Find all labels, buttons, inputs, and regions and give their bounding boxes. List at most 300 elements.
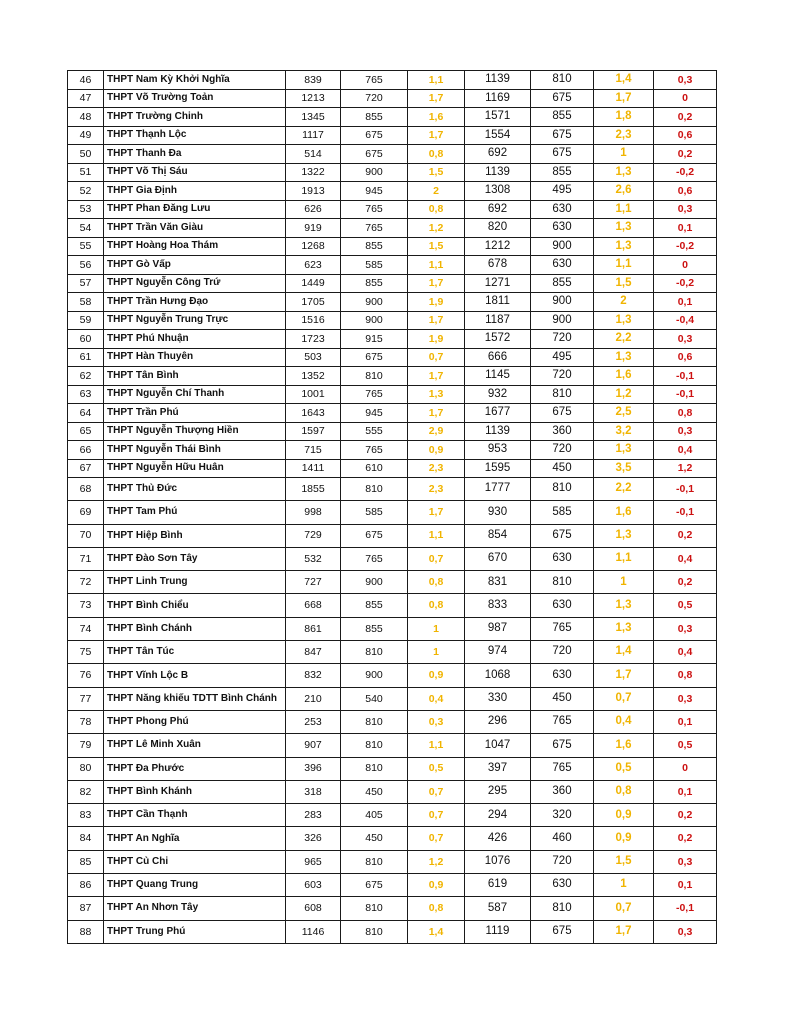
table-row (68, 780, 717, 803)
row-number-cell: 73 (68, 594, 104, 617)
school-name-cell: THPT Hiệp Bình (104, 524, 286, 547)
quota-2023-cell: 810 (341, 850, 408, 873)
row-number-cell: 49 (68, 126, 104, 145)
applicants-2023-cell: 210 (286, 687, 341, 710)
table-row (68, 617, 717, 640)
table-row (68, 897, 717, 920)
row-number-cell: 57 (68, 274, 104, 293)
applicants-2023-cell: 1322 (286, 163, 341, 182)
ratio-2023-cell: 1,5 (408, 163, 465, 182)
school-name-cell: THPT Hàn Thuyên (104, 348, 286, 367)
applicants-2024-cell: 295 (465, 780, 531, 803)
quota-2023-cell: 765 (341, 219, 408, 238)
applicants-2023-cell: 503 (286, 348, 341, 367)
applicants-2023-cell: 832 (286, 664, 341, 687)
school-name-cell: THPT Trần Phú (104, 404, 286, 423)
ratio-2023-cell: 0,7 (408, 804, 465, 827)
row-number-cell: 60 (68, 330, 104, 349)
ratio-2023-cell: 1,9 (408, 330, 465, 349)
ratio-2023-cell: 0,7 (408, 348, 465, 367)
applicants-2024-cell: 854 (465, 524, 531, 547)
ratio-2024-cell: 1,6 (594, 367, 654, 386)
row-number-cell: 74 (68, 617, 104, 640)
ratio-2024-cell: 2,3 (594, 126, 654, 145)
applicants-2023-cell: 998 (286, 501, 341, 524)
quota-2023-cell: 900 (341, 571, 408, 594)
quota-2024-cell: 585 (531, 501, 594, 524)
row-number-cell: 80 (68, 757, 104, 780)
ratio-change-cell: 0,3 (654, 687, 717, 710)
quota-2023-cell: 855 (341, 108, 408, 127)
ratio-2024-cell: 0,4 (594, 710, 654, 733)
quota-2023-cell: 720 (341, 89, 408, 108)
ratio-change-cell: -0,1 (654, 897, 717, 920)
table-row (68, 330, 717, 349)
applicants-2024-cell: 397 (465, 757, 531, 780)
quota-2024-cell: 765 (531, 757, 594, 780)
applicants-2023-cell: 514 (286, 145, 341, 164)
quota-2024-cell: 320 (531, 804, 594, 827)
ratio-2024-cell: 1 (594, 145, 654, 164)
quota-2023-cell: 585 (341, 501, 408, 524)
ratio-2024-cell: 0,7 (594, 687, 654, 710)
quota-2024-cell: 720 (531, 441, 594, 460)
ratio-2024-cell: 1,6 (594, 501, 654, 524)
ratio-2023-cell: 0,9 (408, 874, 465, 897)
school-name-cell: THPT An Nhơn Tây (104, 897, 286, 920)
school-name-cell: THPT Cần Thạnh (104, 804, 286, 827)
table-row (68, 524, 717, 547)
applicants-2024-cell: 1777 (465, 478, 531, 501)
applicants-2024-cell: 1119 (465, 920, 531, 943)
quota-2023-cell: 810 (341, 734, 408, 757)
table-row (68, 274, 717, 293)
table-row (68, 311, 717, 330)
applicants-2023-cell: 1411 (286, 459, 341, 478)
table-row (68, 404, 717, 423)
applicants-2023-cell: 1352 (286, 367, 341, 386)
ratio-2024-cell: 1,5 (594, 850, 654, 873)
row-number-cell: 58 (68, 293, 104, 312)
ratio-2023-cell: 1,7 (408, 89, 465, 108)
ratio-change-cell: -0,1 (654, 385, 717, 404)
applicants-2024-cell: 1308 (465, 182, 531, 201)
row-number-cell: 88 (68, 920, 104, 943)
applicants-2023-cell: 1516 (286, 311, 341, 330)
applicants-2023-cell: 919 (286, 219, 341, 238)
ratio-change-cell: -0,1 (654, 367, 717, 386)
row-number-cell: 63 (68, 385, 104, 404)
row-number-cell: 64 (68, 404, 104, 423)
ratio-2023-cell: 0,7 (408, 547, 465, 570)
ratio-2024-cell: 2,2 (594, 478, 654, 501)
quota-2023-cell: 855 (341, 237, 408, 256)
row-number-cell: 75 (68, 641, 104, 664)
quota-2023-cell: 855 (341, 274, 408, 293)
quota-2024-cell: 630 (531, 594, 594, 617)
ratio-2023-cell: 2,3 (408, 459, 465, 478)
ratio-2024-cell: 1,8 (594, 108, 654, 127)
ratio-2023-cell: 1,1 (408, 524, 465, 547)
school-name-cell: THPT Thạnh Lộc (104, 126, 286, 145)
applicants-2024-cell: 1271 (465, 274, 531, 293)
ratio-change-cell: -0,4 (654, 311, 717, 330)
applicants-2024-cell: 587 (465, 897, 531, 920)
ratio-change-cell: -0,1 (654, 501, 717, 524)
ratio-change-cell: 0,2 (654, 571, 717, 594)
quota-2023-cell: 900 (341, 664, 408, 687)
applicants-2024-cell: 1139 (465, 163, 531, 182)
quota-2024-cell: 630 (531, 219, 594, 238)
quota-2023-cell: 900 (341, 311, 408, 330)
quota-2024-cell: 630 (531, 874, 594, 897)
quota-2023-cell: 810 (341, 641, 408, 664)
ratio-change-cell: 0,2 (654, 804, 717, 827)
quota-2023-cell: 610 (341, 459, 408, 478)
ratio-2024-cell: 1,4 (594, 71, 654, 90)
quota-2023-cell: 915 (341, 330, 408, 349)
ratio-2024-cell: 1,3 (594, 441, 654, 460)
table-row (68, 126, 717, 145)
quota-2023-cell: 765 (341, 200, 408, 219)
ratio-2023-cell: 0,8 (408, 571, 465, 594)
row-number-cell: 53 (68, 200, 104, 219)
ratio-change-cell: 0,5 (654, 734, 717, 757)
table-row (68, 385, 717, 404)
table-row (68, 547, 717, 570)
ratio-2023-cell: 2,3 (408, 478, 465, 501)
ratio-2024-cell: 2,2 (594, 330, 654, 349)
applicants-2023-cell: 1146 (286, 920, 341, 943)
row-number-cell: 71 (68, 547, 104, 570)
table-row (68, 501, 717, 524)
school-name-cell: THPT Bình Chánh (104, 617, 286, 640)
applicants-2023-cell: 1705 (286, 293, 341, 312)
ratio-change-cell: 1,2 (654, 459, 717, 478)
ratio-2023-cell: 1,1 (408, 256, 465, 275)
quota-2024-cell: 855 (531, 108, 594, 127)
quota-2023-cell: 675 (341, 348, 408, 367)
school-name-cell: THPT Võ Thị Sáu (104, 163, 286, 182)
quota-2024-cell: 855 (531, 163, 594, 182)
table-row (68, 710, 717, 733)
row-number-cell: 51 (68, 163, 104, 182)
school-name-cell: THPT Thủ Đức (104, 478, 286, 501)
quota-2024-cell: 765 (531, 710, 594, 733)
applicants-2023-cell: 1913 (286, 182, 341, 201)
applicants-2023-cell: 1643 (286, 404, 341, 423)
ratio-change-cell: 0,2 (654, 524, 717, 547)
school-name-cell: THPT Tân Bình (104, 367, 286, 386)
table-row (68, 664, 717, 687)
quota-2024-cell: 675 (531, 524, 594, 547)
table-row (68, 594, 717, 617)
table-row (68, 920, 717, 943)
applicants-2023-cell: 623 (286, 256, 341, 275)
quota-2023-cell: 585 (341, 256, 408, 275)
ratio-2023-cell: 1 (408, 617, 465, 640)
row-number-cell: 62 (68, 367, 104, 386)
row-number-cell: 52 (68, 182, 104, 201)
ratio-2024-cell: 1,3 (594, 594, 654, 617)
row-number-cell: 70 (68, 524, 104, 547)
ratio-change-cell: 0,6 (654, 182, 717, 201)
ratio-change-cell: 0,1 (654, 780, 717, 803)
quota-2023-cell: 675 (341, 126, 408, 145)
applicants-2024-cell: 692 (465, 200, 531, 219)
row-number-cell: 78 (68, 710, 104, 733)
applicants-2024-cell: 1047 (465, 734, 531, 757)
ratio-change-cell: 0,2 (654, 145, 717, 164)
school-name-cell: THPT Bình Khánh (104, 780, 286, 803)
ratio-2023-cell: 0,9 (408, 664, 465, 687)
quota-2024-cell: 630 (531, 256, 594, 275)
quota-2024-cell: 630 (531, 664, 594, 687)
quota-2024-cell: 360 (531, 780, 594, 803)
school-name-cell: THPT Vĩnh Lộc B (104, 664, 286, 687)
table-row (68, 367, 717, 386)
quota-2024-cell: 720 (531, 850, 594, 873)
applicants-2024-cell: 294 (465, 804, 531, 827)
ratio-change-cell: 0 (654, 757, 717, 780)
table-row (68, 827, 717, 850)
ratio-change-cell: 0,1 (654, 293, 717, 312)
row-number-cell: 87 (68, 897, 104, 920)
row-number-cell: 48 (68, 108, 104, 127)
ratio-2023-cell: 0,3 (408, 710, 465, 733)
ratio-2024-cell: 1,7 (594, 664, 654, 687)
quota-2024-cell: 675 (531, 920, 594, 943)
ratio-2024-cell: 1,1 (594, 256, 654, 275)
ratio-2024-cell: 0,9 (594, 804, 654, 827)
ratio-2024-cell: 1 (594, 571, 654, 594)
ratio-2023-cell: 1,7 (408, 501, 465, 524)
ratio-2023-cell: 1,7 (408, 126, 465, 145)
applicants-2023-cell: 253 (286, 710, 341, 733)
applicants-2024-cell: 1572 (465, 330, 531, 349)
ratio-change-cell: 0,2 (654, 108, 717, 127)
ratio-2023-cell: 1 (408, 641, 465, 664)
applicants-2024-cell: 1139 (465, 71, 531, 90)
ratio-change-cell: 0,1 (654, 710, 717, 733)
row-number-cell: 77 (68, 687, 104, 710)
table-row (68, 108, 717, 127)
ratio-2024-cell: 1,1 (594, 547, 654, 570)
table-row (68, 441, 717, 460)
ratio-change-cell: 0 (654, 256, 717, 275)
school-name-cell: THPT Quang Trung (104, 874, 286, 897)
school-name-cell: THPT Trung Phú (104, 920, 286, 943)
quota-2024-cell: 900 (531, 293, 594, 312)
quota-2024-cell: 810 (531, 571, 594, 594)
ratio-2023-cell: 0,7 (408, 827, 465, 850)
applicants-2023-cell: 839 (286, 71, 341, 90)
table-row (68, 237, 717, 256)
quota-2023-cell: 810 (341, 367, 408, 386)
applicants-2024-cell: 1811 (465, 293, 531, 312)
ratio-change-cell: 0,4 (654, 641, 717, 664)
applicants-2023-cell: 608 (286, 897, 341, 920)
quota-2024-cell: 630 (531, 200, 594, 219)
quota-2023-cell: 765 (341, 547, 408, 570)
applicants-2023-cell: 603 (286, 874, 341, 897)
quota-2023-cell: 810 (341, 710, 408, 733)
applicants-2024-cell: 932 (465, 385, 531, 404)
quota-2023-cell: 450 (341, 827, 408, 850)
table-row (68, 89, 717, 108)
quota-2024-cell: 720 (531, 367, 594, 386)
school-name-cell: THPT Nguyễn Thượng Hiền (104, 422, 286, 441)
applicants-2023-cell: 626 (286, 200, 341, 219)
school-name-cell: THPT Tam Phú (104, 501, 286, 524)
school-name-cell: THPT Trần Văn Giàu (104, 219, 286, 238)
row-number-cell: 54 (68, 219, 104, 238)
ratio-2023-cell: 1,2 (408, 850, 465, 873)
ratio-2023-cell: 0,5 (408, 757, 465, 780)
ratio-2023-cell: 0,8 (408, 200, 465, 219)
quota-2024-cell: 810 (531, 478, 594, 501)
ratio-2024-cell: 2,6 (594, 182, 654, 201)
quota-2023-cell: 765 (341, 71, 408, 90)
quota-2023-cell: 765 (341, 441, 408, 460)
row-number-cell: 65 (68, 422, 104, 441)
quota-2023-cell: 900 (341, 293, 408, 312)
applicants-2024-cell: 1212 (465, 237, 531, 256)
ratio-2024-cell: 1,3 (594, 311, 654, 330)
ratio-2024-cell: 1,3 (594, 524, 654, 547)
applicants-2024-cell: 670 (465, 547, 531, 570)
applicants-2023-cell: 715 (286, 441, 341, 460)
applicants-2024-cell: 831 (465, 571, 531, 594)
school-name-cell: THPT Trần Hưng Đạo (104, 293, 286, 312)
quota-2024-cell: 765 (531, 617, 594, 640)
table-row (68, 293, 717, 312)
row-number-cell: 86 (68, 874, 104, 897)
quota-2024-cell: 675 (531, 734, 594, 757)
quota-2023-cell: 855 (341, 617, 408, 640)
ratio-change-cell: -0,2 (654, 163, 717, 182)
school-name-cell: THPT Phú Nhuận (104, 330, 286, 349)
row-number-cell: 79 (68, 734, 104, 757)
applicants-2023-cell: 907 (286, 734, 341, 757)
school-name-cell: THPT Gò Vấp (104, 256, 286, 275)
ratio-change-cell: 0,5 (654, 594, 717, 617)
ratio-change-cell: 0,1 (654, 874, 717, 897)
applicants-2023-cell: 965 (286, 850, 341, 873)
applicants-2023-cell: 729 (286, 524, 341, 547)
table-row (68, 804, 717, 827)
ratio-2023-cell: 1,4 (408, 920, 465, 943)
applicants-2024-cell: 833 (465, 594, 531, 617)
row-number-cell: 66 (68, 441, 104, 460)
table-row (68, 182, 717, 201)
applicants-2023-cell: 396 (286, 757, 341, 780)
applicants-2024-cell: 930 (465, 501, 531, 524)
ratio-2023-cell: 0,7 (408, 780, 465, 803)
applicants-2023-cell: 847 (286, 641, 341, 664)
applicants-2024-cell: 426 (465, 827, 531, 850)
row-number-cell: 47 (68, 89, 104, 108)
ratio-2023-cell: 1,6 (408, 108, 465, 127)
school-name-cell: THPT Nguyễn Công Trứ (104, 274, 286, 293)
ratio-2024-cell: 1,3 (594, 617, 654, 640)
school-name-cell: THPT Năng khiếu TDTT Bình Chánh (104, 687, 286, 710)
quota-2023-cell: 405 (341, 804, 408, 827)
school-name-cell: THPT Nguyễn Thái Bình (104, 441, 286, 460)
school-name-cell: THPT Lê Minh Xuân (104, 734, 286, 757)
quota-2024-cell: 900 (531, 311, 594, 330)
ratio-change-cell: 0 (654, 89, 717, 108)
applicants-2024-cell: 296 (465, 710, 531, 733)
table-row (68, 459, 717, 478)
quota-2024-cell: 360 (531, 422, 594, 441)
table-row (68, 478, 717, 501)
ratio-2024-cell: 1,3 (594, 348, 654, 367)
applicants-2024-cell: 1554 (465, 126, 531, 145)
applicants-2023-cell: 1449 (286, 274, 341, 293)
ratio-2024-cell: 1 (594, 874, 654, 897)
table-row (68, 874, 717, 897)
applicants-2024-cell: 666 (465, 348, 531, 367)
applicants-2023-cell: 318 (286, 780, 341, 803)
quota-2023-cell: 765 (341, 385, 408, 404)
row-number-cell: 69 (68, 501, 104, 524)
quota-2024-cell: 720 (531, 330, 594, 349)
quota-2024-cell: 810 (531, 385, 594, 404)
table-row (68, 687, 717, 710)
quota-2024-cell: 675 (531, 89, 594, 108)
applicants-2024-cell: 1145 (465, 367, 531, 386)
ratio-change-cell: 0,3 (654, 330, 717, 349)
quota-2024-cell: 460 (531, 827, 594, 850)
applicants-2024-cell: 1571 (465, 108, 531, 127)
ratio-2024-cell: 0,7 (594, 897, 654, 920)
ratio-2024-cell: 1,3 (594, 237, 654, 256)
applicants-2023-cell: 1723 (286, 330, 341, 349)
ratio-2023-cell: 1,1 (408, 71, 465, 90)
school-name-cell: THPT Tân Túc (104, 641, 286, 664)
applicants-2024-cell: 1076 (465, 850, 531, 873)
ratio-change-cell: -0,1 (654, 478, 717, 501)
applicants-2023-cell: 861 (286, 617, 341, 640)
school-name-cell: THPT Phong Phú (104, 710, 286, 733)
ratio-2023-cell: 1,7 (408, 404, 465, 423)
table-row (68, 163, 717, 182)
row-number-cell: 76 (68, 664, 104, 687)
quota-2023-cell: 810 (341, 920, 408, 943)
ratio-2024-cell: 1,5 (594, 274, 654, 293)
applicants-2024-cell: 1187 (465, 311, 531, 330)
row-number-cell: 85 (68, 850, 104, 873)
ratio-2023-cell: 1,7 (408, 367, 465, 386)
table-row (68, 850, 717, 873)
ratio-2024-cell: 2,5 (594, 404, 654, 423)
quota-2023-cell: 810 (341, 897, 408, 920)
applicants-2023-cell: 1001 (286, 385, 341, 404)
row-number-cell: 59 (68, 311, 104, 330)
ratio-change-cell: 0,3 (654, 850, 717, 873)
applicants-2024-cell: 330 (465, 687, 531, 710)
table-row (68, 145, 717, 164)
applicants-2023-cell: 283 (286, 804, 341, 827)
school-name-cell: THPT Củ Chi (104, 850, 286, 873)
row-number-cell: 72 (68, 571, 104, 594)
quota-2024-cell: 675 (531, 404, 594, 423)
applicants-2023-cell: 326 (286, 827, 341, 850)
quota-2024-cell: 495 (531, 348, 594, 367)
row-number-cell: 50 (68, 145, 104, 164)
ratio-change-cell: -0,2 (654, 274, 717, 293)
